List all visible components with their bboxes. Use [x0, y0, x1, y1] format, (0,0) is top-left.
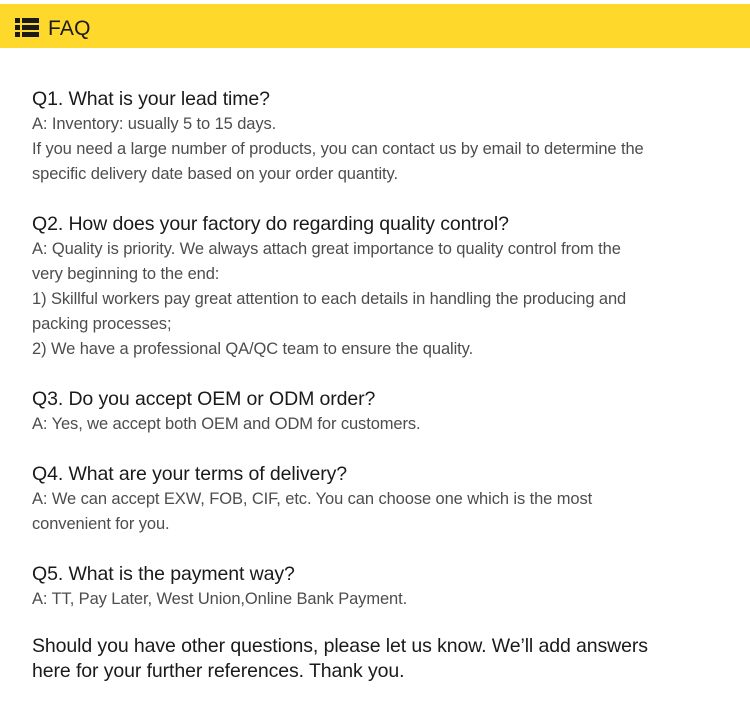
faq-content [32, 87, 732, 684]
faq-item-q4 [32, 462, 732, 537]
faq-answer-line: 2) We have a professional QA/QC team to ensure the quality. [32, 340, 474, 358]
list-icon [15, 18, 39, 37]
faq-answer-line: A: Quality is priority. We always attach great importance to quality control from the [32, 240, 621, 258]
closing-line: here for your further references. Thank you. [32, 660, 405, 682]
closing-note [32, 634, 732, 684]
faq-item-q2 [32, 212, 732, 362]
faq-answer-line: A: Inventory: usually 5 to 15 days. [32, 115, 277, 133]
faq-answer-line: A: We can accept EXW, FOB, CIF, etc. You can choose one which is the most [32, 490, 593, 508]
faq-item-q3 [32, 387, 732, 437]
faq-answer-line: If you need a large number of products, you can contact us by email to determine the [32, 140, 644, 158]
faq-question: Q1. What is your lead time? [32, 88, 270, 110]
faq-header-bar [0, 4, 750, 48]
faq-answer-line: specific delivery date based on your order quantity. [32, 165, 398, 183]
faq-question: Q2. How does your factory do regarding quality control? [32, 213, 509, 235]
closing-line: Should you have other questions, please let us know. We’ll add answers [32, 635, 648, 657]
faq-answer-line: convenient for you. [32, 515, 170, 533]
faq-answer-line: very beginning to the end: [32, 265, 220, 283]
faq-question: Q5. What is the payment way? [32, 563, 295, 585]
faq-question: Q3. Do you accept OEM or ODM order? [32, 388, 376, 410]
faq-item-q5 [32, 562, 732, 612]
page-title: FAQ [48, 17, 91, 40]
faq-answer-line: packing processes; [32, 315, 172, 333]
faq-answer-line: A: Yes, we accept both OEM and ODM for customers. [32, 415, 421, 433]
faq-answer-line: A: TT, Pay Later, West Union,Online Bank Payment. [32, 590, 408, 608]
faq-question: Q4. What are your terms of delivery? [32, 463, 348, 485]
faq-answer-line: 1) Skillful workers pay great attention to each details in handling the producing and [32, 290, 627, 308]
faq-item-q1 [32, 87, 732, 187]
